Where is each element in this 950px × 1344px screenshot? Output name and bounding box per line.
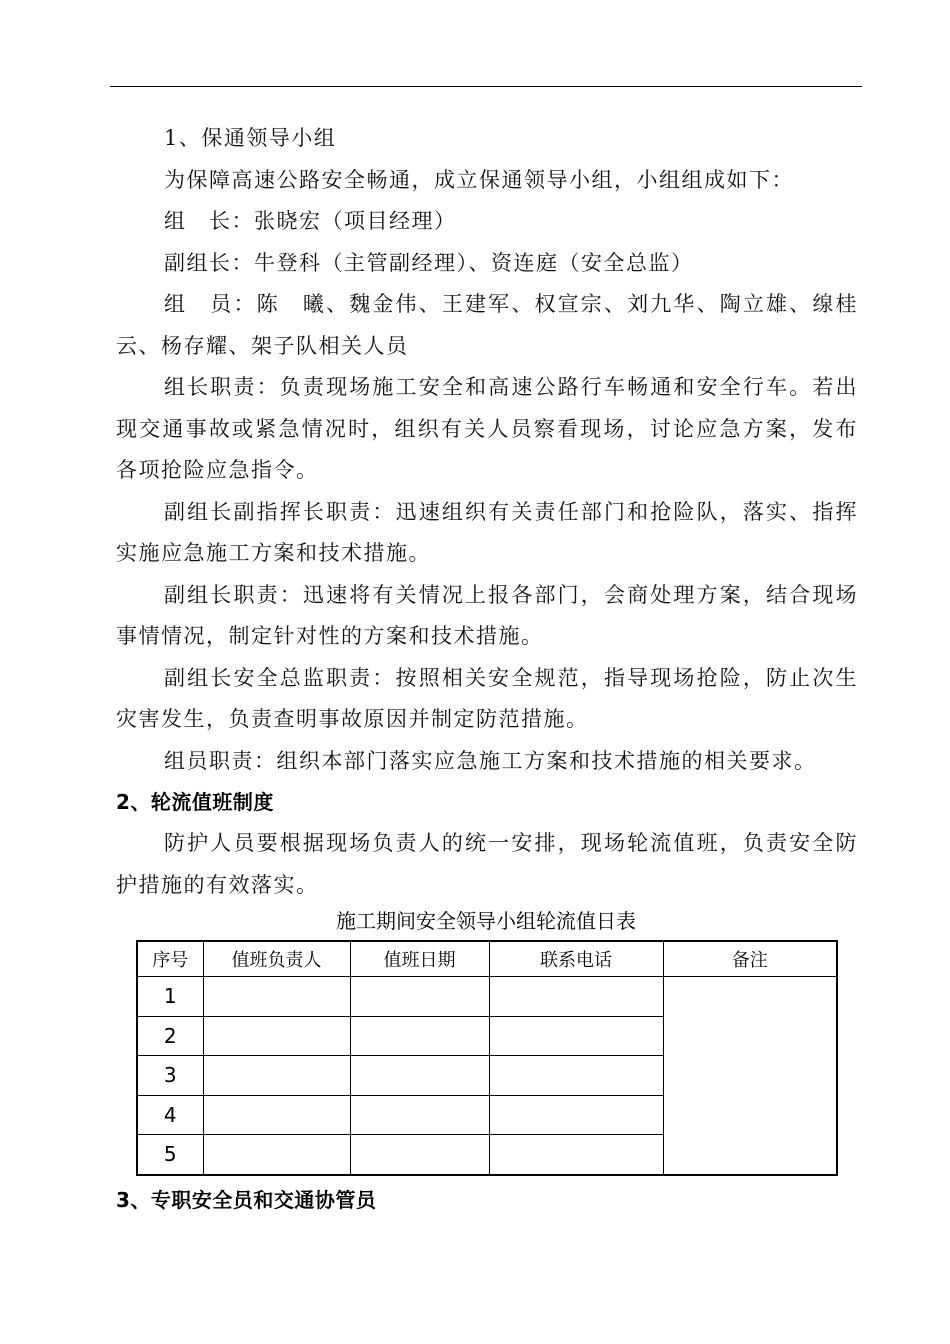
row-index-cell: 4 (137, 1095, 203, 1135)
date-cell (350, 1095, 489, 1135)
phone-cell (489, 1056, 663, 1096)
phone-cell (489, 1135, 663, 1175)
remarks-cell (663, 977, 837, 1175)
header-cell-person: 值班负责人 (203, 941, 350, 977)
row-index-cell: 5 (137, 1135, 203, 1175)
deputy-line: 副组长：牛登科（主管副经理）、资连庭（安全总监） (164, 250, 694, 275)
header-cell-phone: 联系电话 (489, 941, 663, 977)
date-cell (350, 977, 489, 1017)
date-cell (350, 1135, 489, 1175)
person-cell (203, 1056, 350, 1096)
members-paragraph: 组 员：陈 曦、魏金伟、王建军、权宣宗、刘九华、陶立雄、缐桂云、杨存耀、架子队相关人员 (116, 292, 858, 358)
leader-line: 组 长：张晓宏（项目经理） (164, 209, 457, 233)
header-cell-remarks: 备注 (663, 941, 837, 977)
person-cell (203, 1095, 350, 1135)
table-header-row (137, 941, 837, 977)
deputy-commander-duty-paragraph: 副组长副指挥长职责：迅速组织有关责任部门和抢险队，落实、指挥实施应急施工方案和技术措施。 (116, 499, 858, 565)
body-text (116, 118, 858, 906)
phone-cell (489, 977, 663, 1017)
table-row (137, 977, 837, 1017)
phone-cell (489, 1016, 663, 1056)
person-cell (203, 1135, 350, 1175)
deputy-duty-paragraph: 副组长职责：迅速将有关情况上报各部门，会商处理方案，结合现场事情情况，制定针对性的方案和技术措施。 (116, 582, 858, 648)
section2-heading: 2、轮流值班制度 (116, 790, 274, 814)
row-index-cell: 1 (137, 977, 203, 1017)
section1-heading: 1、保通领导小组 (164, 126, 337, 150)
row-index-cell: 3 (137, 1056, 203, 1096)
duty-roster-table (136, 940, 838, 1176)
leader-duty-paragraph: 组长职责：负责现场施工安全和高速公路行车畅通和安全行车。若出现交通事故或紧急情况时，组织有关人员察看现场，讨论应急方案，发布各项抢险应急指令。 (116, 375, 858, 482)
section3-heading: 3、专职安全员和交通协管员 (116, 1188, 377, 1212)
section2-body: 防护人员要根据现场负责人的统一安排，现场轮流值班，负责安全防护措施的有效落实。 (116, 831, 858, 897)
phone-cell (489, 1095, 663, 1135)
deputy-safety-duty-paragraph: 副组长安全总监职责：按照相关安全规范，指导现场抢险，防止次生灾害发生，负责查明事故原因并制定防范措施。 (116, 665, 858, 731)
row-index-cell: 2 (137, 1016, 203, 1056)
person-cell (203, 1016, 350, 1056)
section1-intro: 为保障高速公路安全畅通，成立保通领导小组，小组组成如下： (164, 167, 794, 192)
person-cell (203, 977, 350, 1017)
table-title: 施工期间安全领导小组轮流值日表 (336, 909, 636, 933)
date-cell (350, 1016, 489, 1056)
header-cell-index: 序号 (137, 941, 203, 977)
header-cell-date: 值班日期 (350, 941, 489, 977)
date-cell (350, 1056, 489, 1096)
member-duty-paragraph: 组员职责：组织本部门落实应急施工方案和技术措施的相关要求。 (164, 748, 817, 773)
header-rule (110, 86, 862, 87)
